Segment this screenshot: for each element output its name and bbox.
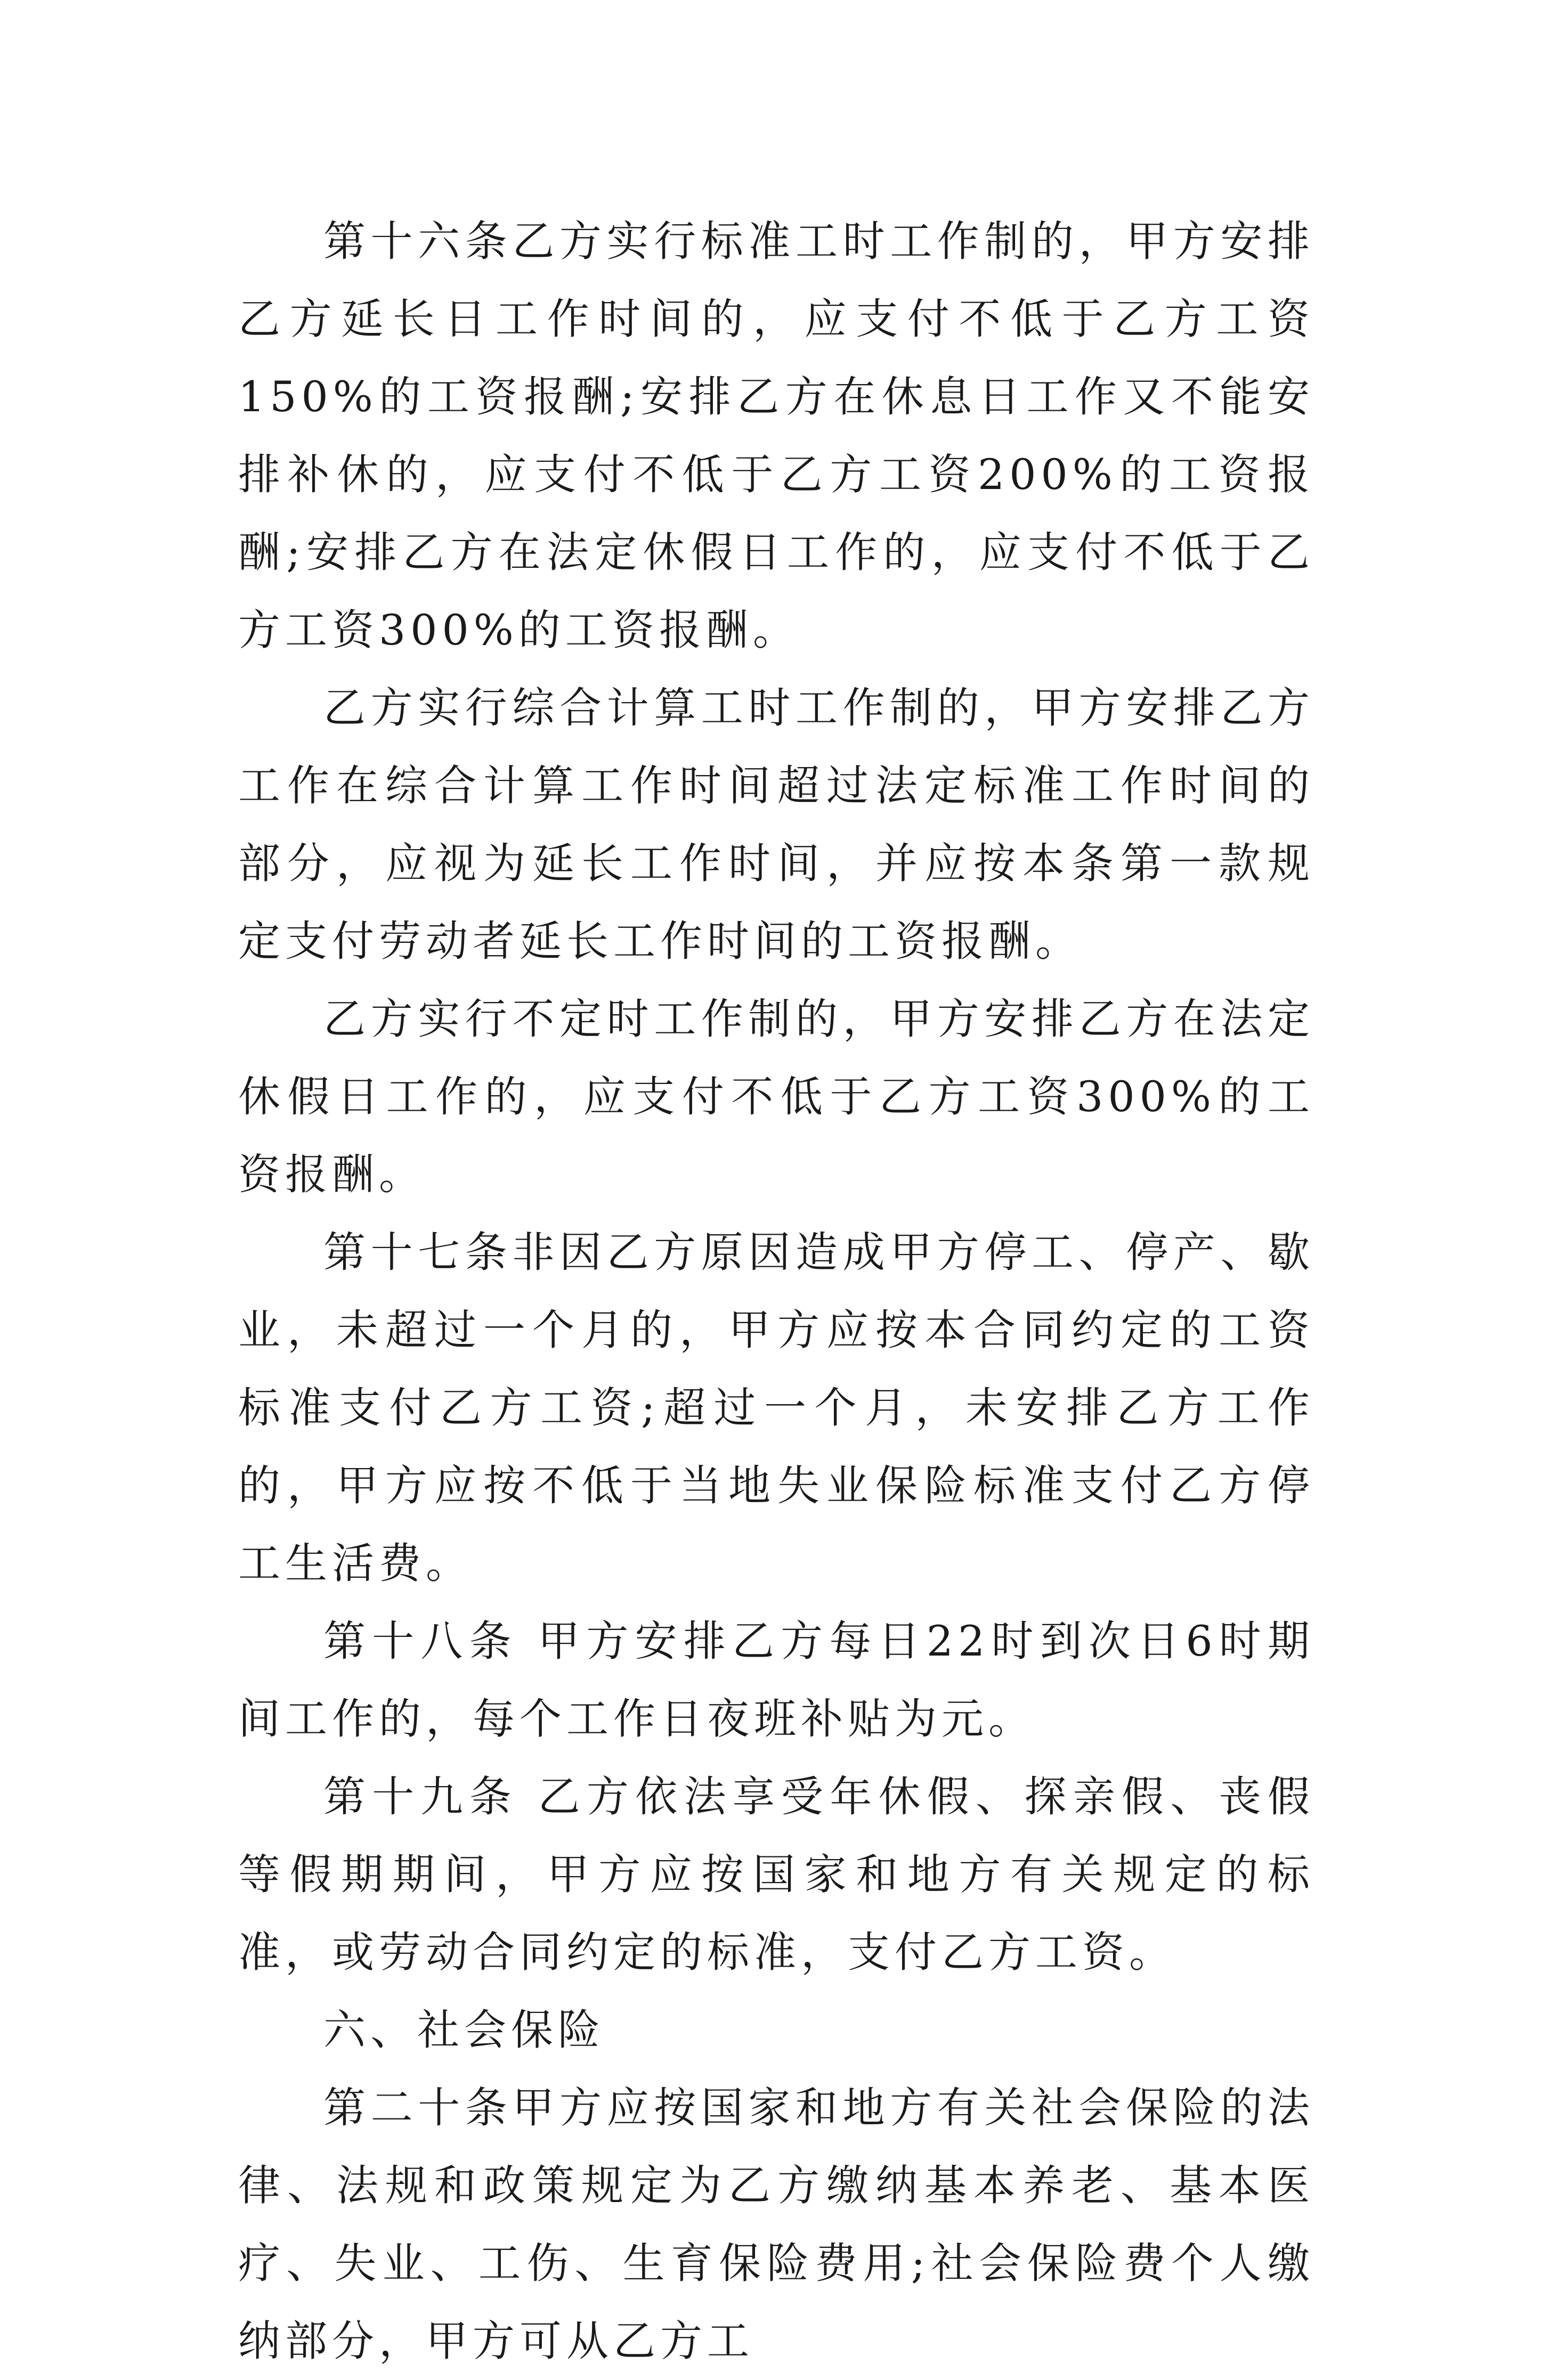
paragraph-article-16: 第十六条乙方实行标准工时工作制的，甲方安排乙方延长日工作时间的，应支付不低于乙方工资150%的工资报酬;安排乙方在休息日工作又不能安排补休的，应支付不低于乙方工资200%的工资报酬;安排乙方在法定休假日工作的，应支付不低于乙方工资300%的工资报酬。 — [238, 217, 1314, 655]
paragraph-comprehensive-hours: 乙方实行综合计算工时工作制的，甲方安排乙方工作在综合计算工作时间超过法定标准工作时间的部分，应视为延长工作时间，并应按本条第一款规定支付劳动者延长工作时间的工资报酬。 — [238, 683, 1314, 966]
document-body — [238, 202, 1314, 2380]
section-heading-social-insurance: 六、社会保险 — [323, 2006, 605, 2055]
paragraph-article-20: 第二十条甲方应按国家和地方有关社会保险的法律、法规和政策规定为乙方缴纳基本养老、基本医疗、失业、工伤、生育保险费用;社会保险费个人缴纳部分，甲方可从乙方工 — [238, 2083, 1314, 2366]
paragraph-article-17: 第十七条非因乙方原因造成甲方停工、停产、歇业，未超过一个月的，甲方应按本合同约定的工资标准支付乙方工资;超过一个月，未安排乙方工作的，甲方应按不低于当地失业保险标准支付乙方停工生活费。 — [238, 1228, 1314, 1588]
paragraph-article-19: 第十九条 乙方依法享受年休假、探亲假、丧假等假期期间，甲方应按国家和地方有关规定的标准，或劳动合同约定的标准，支付乙方工资。 — [238, 1772, 1314, 1977]
paragraph-article-18: 第十八条 甲方安排乙方每日22时到次日6时期间工作的，每个工作日夜班补贴为元。 — [238, 1617, 1314, 1743]
paragraph-flexible-hours: 乙方实行不定时工作制的，甲方安排乙方在法定休假日工作的，应支付不低于乙方工资300%的工资报酬。 — [238, 995, 1314, 1199]
